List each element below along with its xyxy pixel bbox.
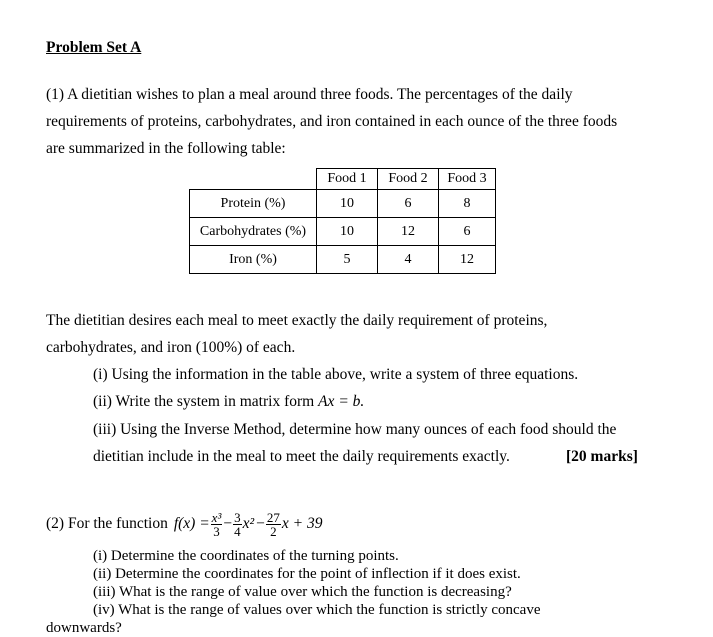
table-cell: 6 <box>439 218 496 246</box>
table-cell: 12 <box>439 246 496 274</box>
table-cell: 10 <box>317 190 378 218</box>
q1-intro-line3: are summarized in the following table: <box>46 140 286 157</box>
column-header: Food 1 <box>317 169 378 190</box>
q2-part-iv-continued: downwards? <box>46 620 122 636</box>
q1-part-ii <box>93 393 364 411</box>
term1-denominator: 3 <box>213 523 220 539</box>
table-cell: 4 <box>378 246 439 274</box>
problem-set-title: Problem Set A <box>46 39 142 56</box>
term1-numerator: x³ <box>211 509 222 525</box>
column-header: Food 3 <box>439 169 496 190</box>
row-label: Iron (%) <box>190 246 317 274</box>
minus-sign: − <box>223 515 233 532</box>
term1-fraction <box>211 511 223 538</box>
q2-part-i: (i) Determine the coordinates of the turning points. <box>93 548 399 564</box>
q2-part-iii: (iii) What is the range of value over which the function is decreasing? <box>93 584 512 600</box>
term3-denominator: 2 <box>270 523 277 539</box>
table-corner-cell <box>190 169 317 190</box>
table-cell: 10 <box>317 218 378 246</box>
q1-part-i: (i) Using the information in the table above, write a system of three equations. <box>93 366 579 383</box>
function-name: f(x) = <box>173 515 210 532</box>
table-row <box>190 218 496 246</box>
term2-fraction <box>233 511 242 538</box>
term3-fraction <box>266 511 281 538</box>
q1-intro-line1: (1) A dietitian wishes to plan a meal around three foods. The percentages of the daily <box>46 86 573 103</box>
q1-part-iii-line1: (iii) Using the Inverse Method, determine how many ounces of each food should the <box>93 421 617 438</box>
table-cell: 8 <box>439 190 496 218</box>
q1-marks: [20 marks] <box>566 448 638 465</box>
term2-numerator: 3 <box>234 509 241 525</box>
column-header: Food 2 <box>378 169 439 190</box>
term2-variable: x² <box>242 515 255 532</box>
row-label: Protein (%) <box>190 190 317 218</box>
term2-denominator: 4 <box>234 523 241 539</box>
q2-part-iv: (iv) What is the range of values over which the function is strictly concave <box>93 602 541 618</box>
q1-desire-line2: carbohydrates, and iron (100%) of each. <box>46 339 296 356</box>
matrix-equation: Ax = b. <box>318 393 365 410</box>
table-header-row <box>190 169 496 190</box>
term3-tail: x + 39 <box>281 515 323 532</box>
q2-lead: (2) For the function <box>46 515 168 532</box>
q1-part-iii-line2: dietitian include in the meal to meet the daily requirements exactly. <box>93 448 510 465</box>
q2-part-ii: (ii) Determine the coordinates for the point of inflection if it does exist. <box>93 566 521 582</box>
table-cell: 5 <box>317 246 378 274</box>
table-row <box>190 190 496 218</box>
table-cell: 6 <box>378 190 439 218</box>
q1-intro-line2: requirements of proteins, carbohydrates, and iron contained in each ounce of the three foods <box>46 113 618 130</box>
nutrition-table <box>189 168 496 274</box>
term3-numerator: 27 <box>266 509 280 525</box>
q2-function-line <box>46 502 322 546</box>
row-label: Carbohydrates (%) <box>190 218 317 246</box>
q1-part-ii-text: (ii) Write the system in matrix form <box>93 393 315 410</box>
minus-sign: − <box>256 515 265 532</box>
q1-desire-line1: The dietitian desires each meal to meet exactly the daily requirement of proteins, <box>46 312 548 329</box>
table-row <box>190 246 496 274</box>
table-cell: 12 <box>378 218 439 246</box>
